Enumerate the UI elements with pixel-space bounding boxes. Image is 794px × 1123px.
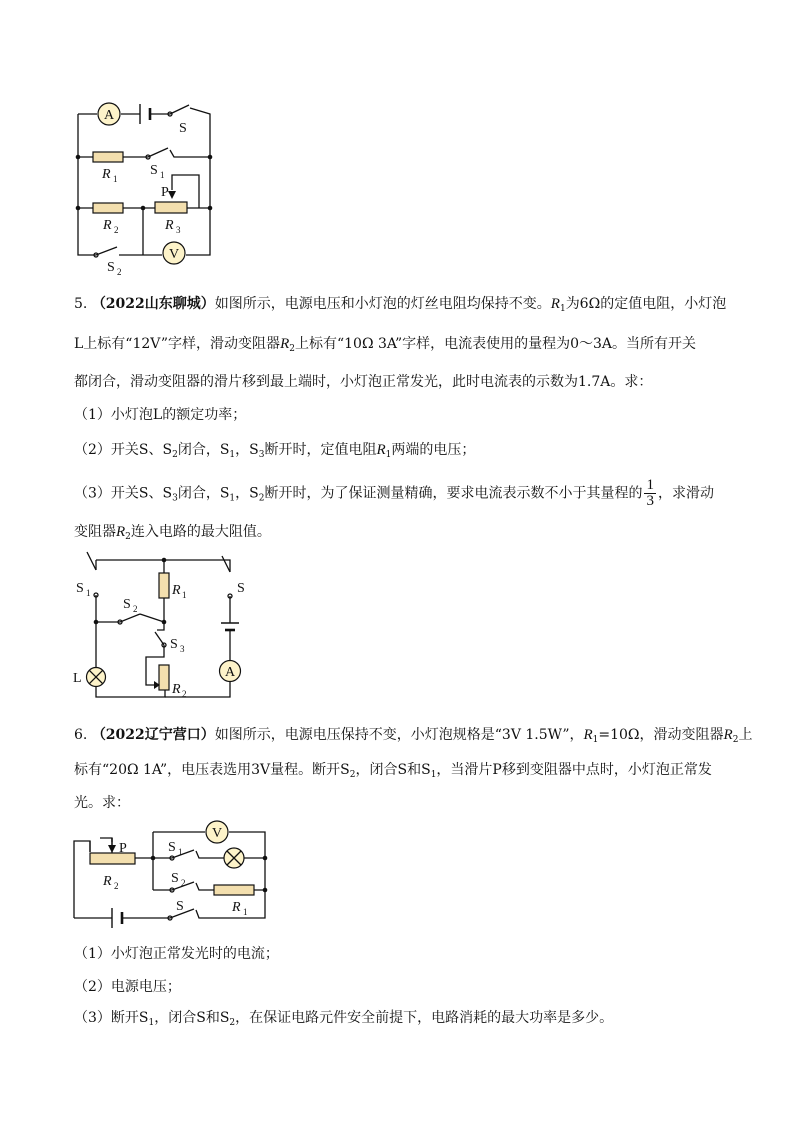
voltmeter-1-label: V — [168, 247, 180, 262]
svg-text:1: 1 — [182, 590, 187, 600]
r3-label: R — [165, 218, 174, 233]
svg-text:2: 2 — [117, 267, 122, 277]
slider-p-label: P — [119, 841, 127, 856]
svg-text:3: 3 — [180, 644, 185, 654]
switch-s1-label: S — [150, 163, 158, 178]
switch-s2-label: S — [171, 871, 179, 886]
fraction-one-third: $\frac{1}{3}$ — [646, 477, 654, 509]
svg-text:1: 1 — [160, 170, 165, 180]
problem-5-line-1: 5. （2022山东聊城）如图所示，电源电压和小灯泡的灯丝电阻均保持不变。$R_1$为6Ω的定值电阻，小灯泡 — [74, 296, 727, 314]
switch-s3-label: S — [170, 637, 178, 652]
r1-label: R — [232, 900, 241, 915]
switch-s2-label: S — [107, 260, 115, 275]
r1-label: R — [102, 167, 111, 182]
r2-label: R — [172, 682, 181, 697]
problem-6-line-2: 标有“20Ω 1A”，电压表选用3V量程。断开$S_2$，闭合S和$S_1$，当滑片P移到变阻器中点时，小灯泡正常发 — [74, 762, 712, 780]
svg-text:2: 2 — [181, 878, 186, 888]
switch-s2-label: S — [123, 597, 131, 612]
slider-p-label: P — [161, 185, 169, 200]
svg-text:2: 2 — [182, 689, 187, 699]
resistor-r1 — [214, 885, 254, 895]
svg-text:2: 2 — [114, 881, 119, 891]
problem-5-source: （2022山东聊城） — [91, 296, 215, 312]
problem-6-question-2: （2）电源电压； — [74, 979, 181, 995]
problem-5-question-3-cont: 变阻器$R_2$连入电路的最大阻值。 — [74, 524, 271, 542]
rheostat-slider-arrow — [108, 845, 116, 853]
problem-6-line-1: 6. （2022辽宁营口）如图所示，电源电压保持不变，小灯泡规格是“3V 1.5W”，$R_1=10\Omega$，滑动变阻器$R_2$上 — [74, 727, 753, 745]
switch-s1-label: S — [76, 581, 84, 596]
svg-text:1: 1 — [178, 847, 183, 857]
svg-text:2: 2 — [133, 604, 138, 614]
switch-s1-label: S — [168, 840, 176, 855]
switch-s-label: S — [179, 121, 187, 136]
r2-label: R — [103, 874, 112, 889]
voltmeter-2-label: V — [211, 826, 223, 841]
problem-5-question-3: （3）开关S、$S_3$闭合，$S_1$，$S_2$断开时，为了保证测量精确，要求电流表示数不小于其量程的 $\frac{1}{3}$ ，求滑动 — [74, 477, 714, 509]
problem-5-line-2: L上标有“12V”字样，滑动变阻器$R_2$上标有“10Ω 3A”字样，电流表使用的量程为0～3A。当所有开关 — [74, 336, 697, 354]
svg-text:1: 1 — [86, 588, 91, 598]
problem-6-question-1: （1）小灯泡正常发光时的电流； — [74, 946, 279, 962]
switch-s-label: S — [237, 581, 245, 596]
problem-6-question-3: （3）断开$S_1$，闭合S和$S_2$，在保证电路元件安全前提下，电路消耗的最大功率是多少。 — [74, 1010, 614, 1028]
ammeter-1-label: A — [103, 108, 115, 123]
ammeter-2-label: A — [224, 665, 236, 680]
problem-6-line-3: 光。求： — [74, 795, 130, 811]
svg-text:2: 2 — [114, 225, 119, 235]
problem-5-question-2: （2）开关S、$S_2$闭合，$S_1$，$S_3$断开时，定值电阻$R_1$两端的电压； — [74, 442, 476, 460]
svg-text:1: 1 — [243, 907, 248, 917]
problem-5-question-1: （1）小灯泡L的额定功率； — [74, 407, 247, 423]
lamp-l-label: L — [73, 671, 82, 686]
problem-5-line-3: 都闭合，滑动变阻器的滑片移到最上端时，小灯泡正常发光，此时电流表的示数为1.7A。求： — [74, 374, 653, 390]
svg-text:3: 3 — [176, 225, 181, 235]
r1-label: R — [172, 583, 181, 598]
problem-6-source: （2022辽宁营口） — [91, 727, 215, 743]
switch-s-label: S — [176, 899, 184, 914]
rheostat-r2 — [90, 853, 135, 864]
svg-text:1: 1 — [113, 174, 118, 184]
r2-label: R — [103, 218, 112, 233]
